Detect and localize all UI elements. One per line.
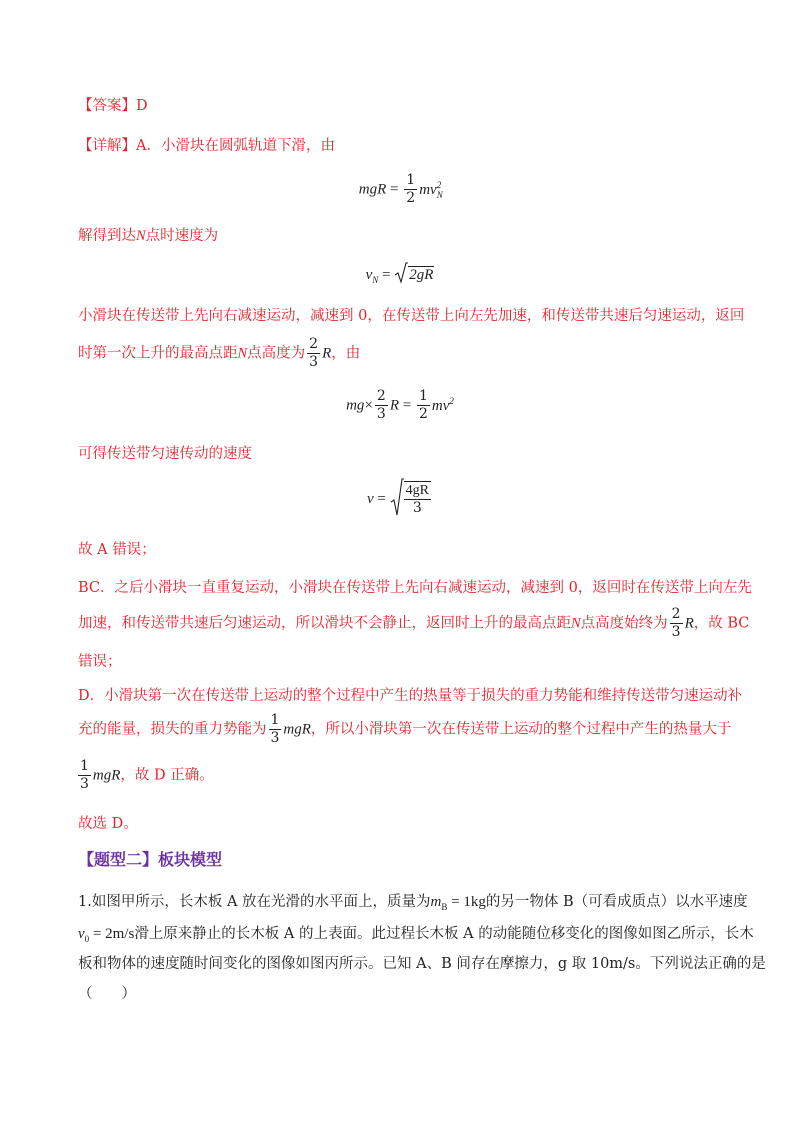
answer-label: 【答案】 [78,98,136,114]
equation-vn [0,262,800,288]
eq3-frac-num: 2 [376,388,386,404]
bc-line3: 错误； [78,654,122,670]
eq4-frac-num: 4gR [405,483,429,498]
bc-n: N [571,615,581,632]
question-line3: 板和物体的速度随时间变化的图像如图丙所示。已知 A、B 间存在摩擦力，g 取 10m/s。下列说法正确的是 [78,956,766,972]
para1-n: N [237,345,248,362]
d3-text: ，故 D 正确。 [120,767,214,784]
eq1-half-num: 1 [406,172,416,188]
eq1-half-den: 2 [406,190,416,206]
para1-l2-b: 点高度为 [247,345,306,362]
equation-energy-1 [0,172,800,207]
sqrt-icon [394,262,408,288]
q-mass-val: = 1kg [447,894,486,910]
bc-l2-c: ，故 BC [693,615,750,632]
eq3-times: × [364,397,373,414]
answer-line [78,96,148,116]
eq4-equals: = [377,491,386,507]
bc-line1: BC．之后小滑块一直重复运动，小滑块在传送带上先向右减速运动，减速到 0，返回时在传送带上向左先 [78,580,752,596]
q-mass-sub: B [441,902,448,912]
bc-l2-a: 加速，和传送带共速后匀速运动，所以滑块不会静止，返回时上升的最高点距 [78,615,571,632]
answer-letter: D [136,98,148,114]
question-line4: （ ） [78,986,136,1002]
detail-intro [78,136,335,156]
result-mid: 点时速度为 [145,228,219,244]
equation-energy-2 [0,388,800,423]
eq4-frac [404,481,431,517]
q-v0-val: = 2m/s [89,926,135,942]
detail-intro-text: A．小滑块在圆弧轨道下滑，由 [136,138,335,154]
eq2-sub-n: N [372,275,379,285]
bc-r: R [684,615,694,632]
eq2-radicand: 2gR [409,267,434,283]
d3-mgr: mgR [92,767,121,784]
para1-l2-c: ，由 [331,345,361,362]
question-line1 [78,890,748,919]
eq3-equals: = [402,397,412,414]
eq3-mg: mg [346,397,365,414]
question-line2 [78,922,754,951]
q-l1-a: 1.如图甲所示，长木板 A 放在光滑的水平面上，质量为 [78,894,431,910]
eq1-half [404,172,417,207]
d3-frac-num: 1 [80,758,89,774]
eq3-sup-2: 2 [449,395,454,406]
d-l2-a: 充的能量，损失的重力势能为 [78,721,267,738]
d3-frac [78,758,91,793]
para1-frac-num: 2 [309,336,319,352]
result-n: N [136,228,146,244]
eq1-mgr: mgR [358,181,387,198]
result-line [78,226,218,246]
d-line3 [78,758,214,793]
conclusion: 故选 D。 [78,816,138,832]
eq1-equals: = [390,181,399,198]
detail-label: 【详解】 [78,138,136,154]
eq2-v: v [365,267,373,283]
eq3-half-den: 2 [418,406,428,422]
eq3-frac [375,388,388,423]
eq3-half [417,388,430,423]
q-v0: v [78,926,85,942]
bc-frac-num: 2 [671,606,681,622]
d-l2-b: ，所以小滑块第一次在传送带上运动的整个过程中产生的热量大于 [310,721,732,738]
d-line2 [78,712,731,747]
eq1-sub-n: N [436,189,443,200]
eq4-v: v [367,491,374,507]
q-l1-b: 的另一物体 B（可看成质点）以水平速度 [485,894,748,910]
eq1-mv: mv [419,181,437,198]
d3-frac-den: 3 [80,776,89,792]
d-frac-den: 3 [270,730,280,746]
result-prefix: 解得到达 [78,228,136,244]
a-wrong: 故 A 错误； [78,542,156,558]
section-title: 【题型二】板块模型 [78,850,223,869]
para1-frac [307,336,320,371]
bc-l2-b: 点高度始终为 [580,615,668,632]
q-v0-sub: 0 [84,934,90,944]
bc-line2 [78,606,749,641]
para1-r: R [322,345,332,362]
para1-line1: 小滑块在传送带上先向右减速运动，减速到 0，在传送带上向左先加速，和传送带共速后匀速运动，返回 [78,308,745,324]
bc-frac [670,606,683,641]
para1-l2-a: 时第一次上升的最高点距 [78,345,238,362]
eq1-sup-2: 2 [436,179,442,190]
d-line1: D．小滑块第一次在传送带上运动的整个过程中产生的热量等于损失的重力势能和维持传送带匀速运动补 [78,688,743,704]
q-l2-b: 滑上原来静止的长木板 A 的上表面。此过程长木板 A 的动能随位移变化的图像如图乙所示，长木 [134,926,754,942]
eq3-frac-den: 3 [376,406,386,422]
eq3-r: R [389,397,399,414]
d-frac-num: 1 [270,712,280,728]
speed-intro: 可得传送带匀速传动的速度 [78,446,252,462]
d-mgr: mgR [283,721,311,738]
para1-frac-den: 3 [309,354,319,370]
q-mass: m [430,894,442,910]
d-frac [269,712,282,747]
eq2-equals: = [382,267,391,283]
equation-v [0,478,800,520]
bc-frac-den: 3 [671,624,681,640]
para1-line2 [78,336,360,371]
eq3-half-num: 1 [418,388,428,404]
sqrt-large-icon [390,478,404,520]
eq4-frac-den: 3 [412,500,422,516]
eq3-mv: mv [431,397,450,414]
